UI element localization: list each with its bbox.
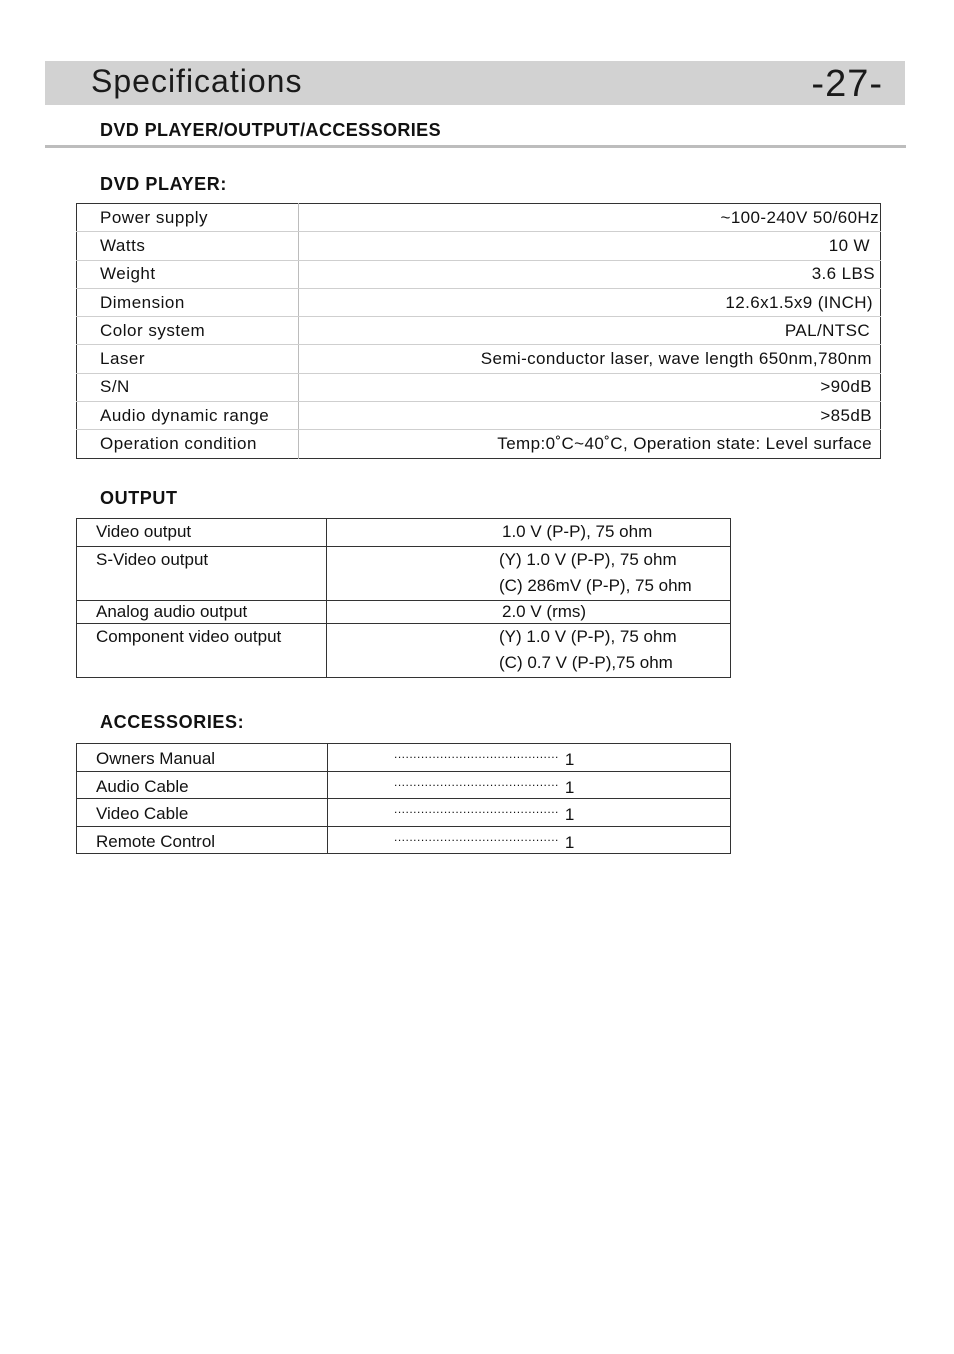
spec-value: PAL/NTSC (299, 317, 881, 345)
table-row (77, 771, 731, 799)
accessory-label: Owners Manual (77, 744, 328, 772)
table-row (77, 260, 881, 288)
divider (45, 145, 906, 148)
accessories-table (76, 743, 731, 854)
output-label: Analog audio output (77, 600, 327, 623)
accessory-label: Remote Control (77, 826, 328, 854)
output-value-line: 1.0 V (P-P), 75 ohm (502, 522, 653, 541)
output-value (327, 600, 731, 623)
table-row (77, 546, 731, 600)
accessory-quantity: 1 (564, 777, 575, 797)
table-row (77, 373, 881, 401)
output-value-line: 2.0 V (rms) (502, 601, 587, 621)
output-heading: OUTPUT (100, 488, 178, 508)
dot-leader: ........................................... (394, 774, 559, 789)
section-heading: DVD PLAYER/OUTPUT/ACCESSORIES (100, 120, 441, 140)
output-value-line: (Y) 1.0 V (P-P), 75 ohm (499, 626, 677, 646)
accessory-quantity: 1 (564, 805, 575, 825)
spec-value: Temp:0˚C~40˚C, Operation state: Level surface (497, 434, 872, 454)
spec-value: 3.6 LBS (299, 260, 881, 288)
page-header (45, 61, 905, 105)
spec-label: Operation condition (77, 430, 299, 458)
spec-value: 12.6x1.5x9 (INCH) (299, 288, 881, 316)
accessory-label: Video Cable (77, 799, 328, 827)
output-label: Video output (77, 519, 327, 547)
table-row (77, 288, 881, 316)
output-value-line: (C) 0.7 V (P-P),75 ohm (499, 653, 673, 672)
table-row (77, 204, 881, 232)
table-row (77, 232, 881, 260)
table-row (77, 799, 731, 827)
accessory-quantity-cell (328, 826, 731, 854)
table-row (77, 345, 881, 373)
output-value-line: (C) 286mV (P-P), 75 ohm (499, 576, 692, 595)
spec-label: Dimension (77, 288, 299, 316)
spec-label: Weight (77, 260, 299, 288)
page-number: -27- (811, 63, 883, 105)
spec-value: 10 W (299, 232, 881, 260)
accessory-quantity-cell (328, 771, 731, 799)
dvd-player-heading: DVD PLAYER: (100, 174, 227, 194)
table-row (77, 744, 731, 772)
spec-label: Laser (77, 345, 299, 373)
accessory-quantity: 1 (564, 832, 575, 852)
spec-value: >85dB (299, 402, 881, 430)
accessory-quantity-cell (328, 799, 731, 827)
spec-label: Audio dynamic range (77, 402, 299, 430)
accessory-label: Audio Cable (77, 771, 328, 799)
table-row (77, 600, 731, 623)
spec-value: ~100-240V 50/60Hz (299, 204, 881, 232)
table-row (77, 623, 731, 677)
spec-label: Watts (77, 232, 299, 260)
output-value (327, 519, 731, 547)
dot-leader: ........................................... (394, 829, 559, 844)
table-row (77, 402, 881, 430)
spec-label: S/N (77, 373, 299, 401)
table-row (77, 826, 731, 854)
output-table (76, 518, 731, 678)
output-value (327, 623, 731, 677)
page-title: Specifications (91, 63, 303, 99)
table-row (77, 317, 881, 345)
accessory-quantity: 1 (564, 750, 575, 770)
dot-leader: ........................................... (394, 747, 559, 762)
table-row (77, 519, 731, 547)
output-label: S-Video output (77, 546, 327, 600)
spec-value: Semi-conductor laser, wave length 650nm,780nm (299, 345, 881, 373)
output-value (327, 546, 731, 600)
output-label: Component video output (77, 623, 327, 677)
dot-leader: ........................................... (394, 802, 559, 817)
spec-label: Power supply (77, 204, 299, 232)
output-value-line: (Y) 1.0 V (P-P), 75 ohm (499, 549, 677, 569)
dvd-player-table (76, 203, 881, 459)
accessories-heading: ACCESSORIES: (100, 712, 245, 732)
table-row (77, 430, 881, 458)
accessory-quantity-cell (328, 744, 731, 772)
spec-value: >90dB (299, 373, 881, 401)
spec-label: Color system (77, 317, 299, 345)
